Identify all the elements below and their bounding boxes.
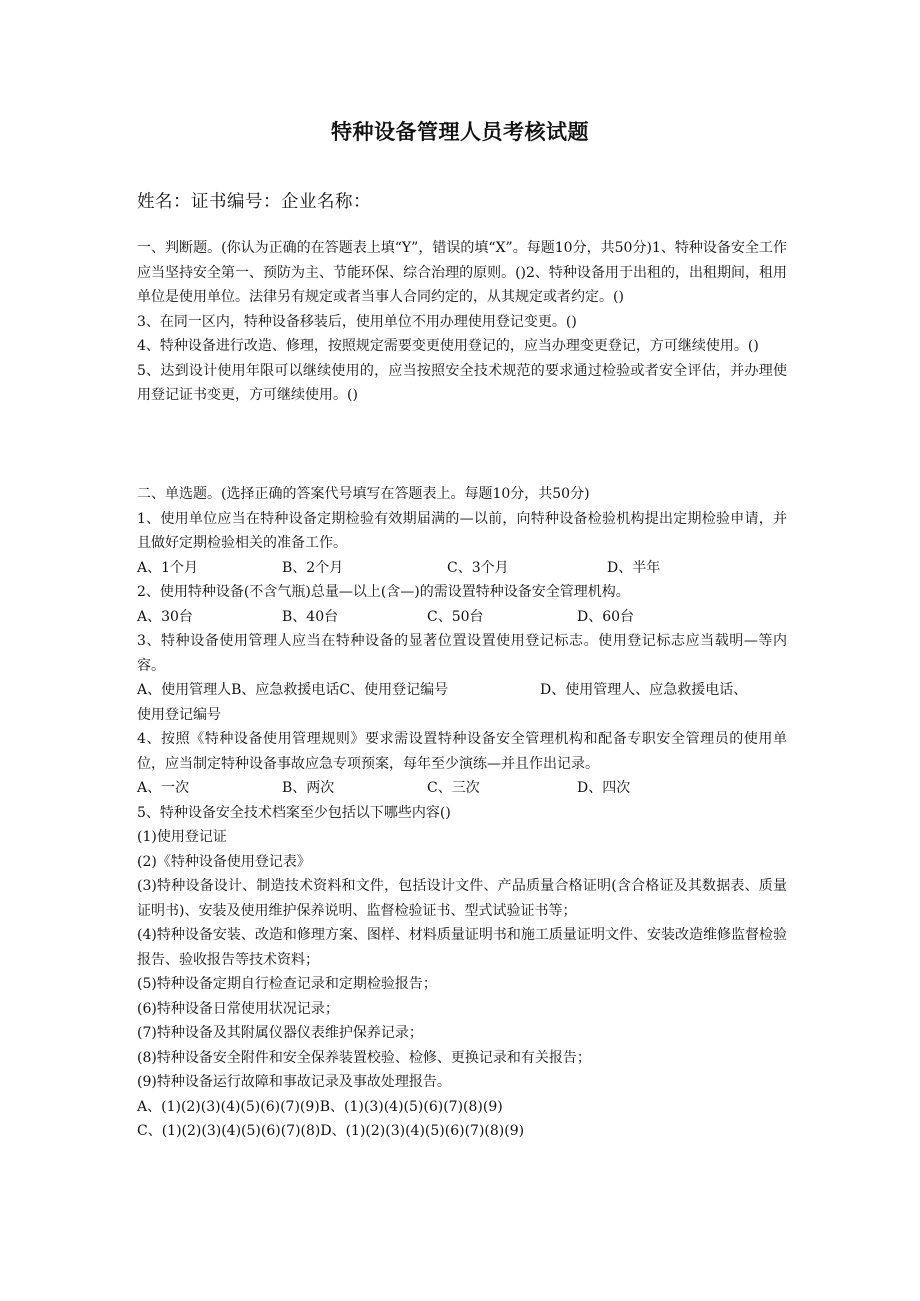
- question-3-options-continuation: 使用登记编号: [137, 706, 221, 723]
- option-c: C、50台: [427, 608, 484, 625]
- section-true-false: [137, 236, 787, 408]
- single-choice-question-3: 3、特种设备使用管理人应当在特种设备的显著位置设置使用登记标志。使用登记标志应当载明—等内容。: [137, 633, 787, 674]
- option-c: C、3个月: [447, 559, 509, 576]
- single-choice-question-2: 2、使用特种设备(不含气瓶)总量—以上(含—)的需设置特种设备安全管理机构。: [137, 584, 630, 600]
- single-choice-question-1: 1、使用单位应当在特种设备定期检验有效期届满的—以前，向特种设备检验机构提出定期检验申请，并且做好定期检验相关的准备工作。: [137, 510, 787, 551]
- single-choice-heading: 二、单选题。(选择正确的答案代号填写在答题表上。每题10分，共50分): [137, 486, 590, 502]
- option-c: C、三次: [427, 780, 480, 796]
- option-d: D、四次: [577, 780, 631, 796]
- single-choice-question-4: 4、按照《特种设备使用管理规则》要求需设置特种设备安全管理机构和配备专职安全管理员的使用单位，应当制定特种设备事故应急专项预案，每年至少演练—并且作出记录。: [137, 731, 787, 772]
- option-d: D、60台: [577, 608, 635, 625]
- question-5-options-a-b: A、(1)(2)(3)(4)(5)(6)(7)(9)B、(1)(3)(4)(5)(6)(7)(8)(9): [137, 1098, 503, 1115]
- option-d: D、使用管理人、应急救援电话、: [540, 682, 748, 698]
- option-a: A、一次: [137, 780, 190, 796]
- question-2-options: [137, 605, 787, 630]
- option-a: A、1个月: [137, 559, 199, 576]
- option-b: B、两次: [282, 780, 335, 796]
- archive-item-7: (7)特种设备及其附属仪器仪表维护保养记录；: [137, 1025, 423, 1041]
- archive-item-4: (4)特种设备安装、改造和修理方案、图样、材料质量证明书和施工质量证明文件、安装改造维修监督检验报告、验收报告等技术资料；: [137, 927, 787, 968]
- archive-item-3: (3)特种设备设计、制造技术资料和文件，包括设计文件、产品质量合格证明(含合格证及其数据表、质量证明书)、安装及使用维护保养说明、监督检验证书、型式试验证书等；: [137, 878, 787, 919]
- option-d: D、半年: [607, 559, 661, 576]
- candidate-info-line: 姓名：证书编号：企业名称：: [137, 192, 371, 212]
- question-4-options: [137, 776, 787, 801]
- archive-item-5: (5)特种设备定期自行检查记录和定期检验报告；: [137, 976, 437, 992]
- option-a: A、30台: [137, 608, 193, 625]
- option-b: B、2个月: [282, 559, 344, 576]
- archive-item-8: (8)特种设备安全附件和安全保养装置校验、检修、更换记录和有关报告；: [137, 1049, 591, 1066]
- document-title: 特种设备管理人员考核试题: [331, 120, 589, 144]
- true-false-heading-paragraph: 一、判断题。(你认为正确的在答题表上填“Y”，错误的填“X”。每题10分，共50分)1、特种设备安全工作应当坚持安全第一、预防为主、节能环保、综合治理的原则。()2、特种设备用于出租的，出租期间，租用单位是使用单位。法律另有规定或者当事人合同约定的，从其规定或者约定。(): [137, 240, 787, 305]
- options-a-b-c: A、使用管理人B、应急救援电话C、使用登记编号: [137, 682, 449, 698]
- archive-item-1: (1)使用登记证: [137, 829, 227, 845]
- question-5-options-c-d: C、(1)(2)(3)(4)(5)(6)(7)(8)D、(1)(2)(3)(4)(5)(6)(7)(8)(9): [137, 1123, 525, 1139]
- option-b: B、40台: [282, 608, 339, 625]
- true-false-question-4: 4、特种设备进行改造、修理，按照规定需要变更使用登记的，应当办理变更登记，方可继续使用。(): [137, 338, 759, 354]
- true-false-question-5: 5、达到设计使用年限可以继续使用的，应当按照安全技术规范的要求通过检验或者安全评估，并办理使用登记证书变更，方可继续使用。(): [137, 362, 787, 403]
- question-1-options: [137, 556, 787, 581]
- single-choice-question-5: 5、特种设备安全技术档案至少包括以下哪些内容(): [137, 804, 451, 821]
- archive-item-6: (6)特种设备日常使用状况记录；: [137, 1000, 339, 1017]
- archive-item-2: (2)《特种设备使用登记表》: [137, 853, 311, 870]
- true-false-question-3: 3、在同一区内，特种设备移装后，使用单位不用办理使用登记变更。(): [137, 313, 577, 330]
- archive-item-9: (9)特种设备运行故障和事故记录及事故处理报告。: [137, 1074, 451, 1090]
- section-single-choice: [137, 482, 787, 1144]
- question-3-options: [137, 678, 787, 703]
